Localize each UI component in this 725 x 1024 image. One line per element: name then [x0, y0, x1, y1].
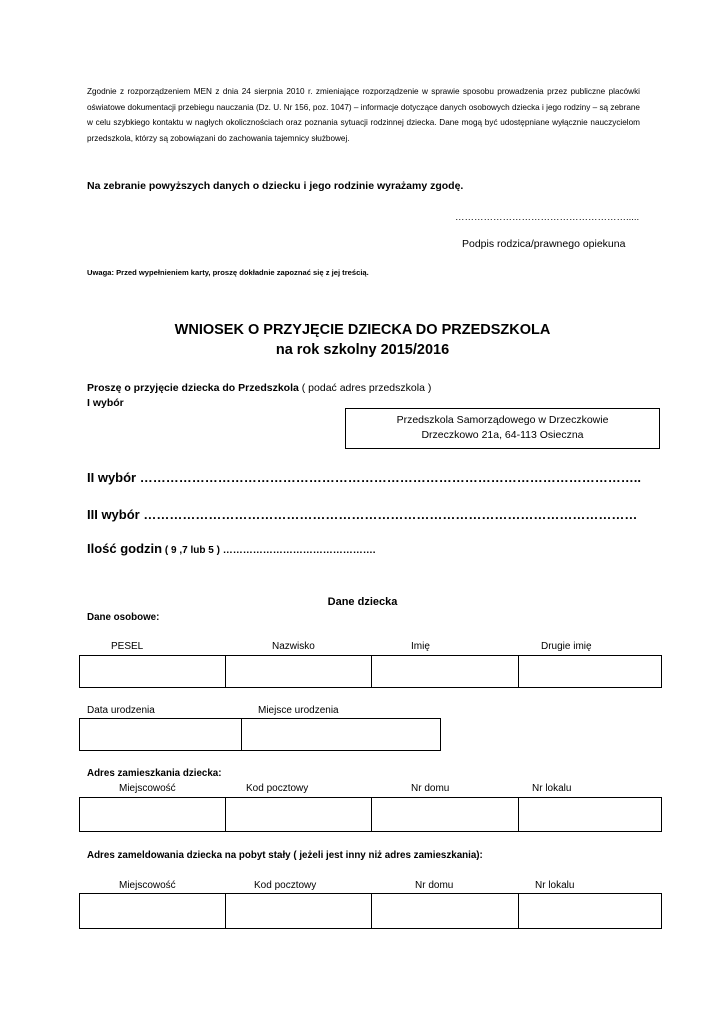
- first-name-input[interactable]: [372, 656, 519, 688]
- intro-paragraph: Zgodnie z rozporządzeniem MEN z dnia 24 sierpnia 2010 r. zmieniające rozporządzenie w sprawie sposobu prowadzenia przez publiczne placówki oświatowe dokumentacji przebiegu nauczania (Dz. U. Nr 156, poz. 1047) – informacje dotyczące danych osobowych dziecka i jego rodziny – są zebrane w celu szybkiego kontaktu w nagłych okolicznościach oraz poznania sytuacji rodzinnej dziecka. Dane mogą być udostępniane wyłącznie nauczycielom przedszkola, którzy są zobowiązani do zachowania tajemnicy służbowej.: [87, 87, 640, 143]
- residence-table: [79, 797, 662, 832]
- title-line-1: WNIOSEK O PRZYJĘCIE DZIECKA DO PRZEDSZKOLA: [174, 322, 551, 338]
- request-hint: ( podać adres przedszkola ): [298, 382, 432, 394]
- col-first-name: Imię: [411, 641, 430, 652]
- residence-house-input[interactable]: [372, 798, 519, 832]
- col-registration-house: Nr domu: [415, 880, 454, 891]
- birth-data-table: [79, 718, 441, 751]
- first-choice-line-2: Drzeczkowo 21a, 64-113 Osieczna: [421, 429, 584, 441]
- second-name-input[interactable]: [519, 656, 662, 688]
- registration-postcode-input[interactable]: [226, 894, 372, 929]
- third-choice-field[interactable]: III wybór ……………………………………………………………………………………………………: [87, 507, 638, 522]
- col-pesel: PESEL: [111, 641, 144, 652]
- consent-statement: Na zebranie powyższych danych o dziecku i jego rodzinie wyrażamy zgodę.: [87, 180, 464, 192]
- residence-postcode-input[interactable]: [226, 798, 372, 832]
- registration-flat-input[interactable]: [519, 894, 662, 929]
- signature-line[interactable]: ……………………………………………….....: [455, 212, 640, 223]
- hours-label: Ilość godzin: [87, 541, 163, 556]
- request-bold: Proszę o przyjęcie dziecka do Przedszkola: [87, 382, 299, 394]
- surname-input[interactable]: [226, 656, 372, 688]
- registration-label: Adres zameldowania dziecka na pobyt stały ( jeżeli jest inny niż adres zamieszkania):: [87, 850, 483, 861]
- col-registration-postcode: Kod pocztowy: [254, 880, 317, 891]
- col-residence-house: Nr domu: [411, 783, 450, 794]
- col-residence-town: Miejscowość: [119, 783, 176, 794]
- title-line-2: na rok szkolny 2015/2016: [275, 342, 450, 358]
- col-birth-date: Data urodzenia: [87, 705, 155, 716]
- col-registration-town: Miejscowość: [119, 880, 176, 891]
- request-line: [87, 382, 431, 394]
- personal-data-label: Dane osobowe:: [87, 612, 160, 623]
- second-choice-field[interactable]: II wybór ……………………………………………………………………………………………………..: [87, 470, 641, 485]
- page-title: [0, 320, 725, 360]
- residence-town-input[interactable]: [80, 798, 226, 832]
- registration-house-input[interactable]: [372, 894, 519, 929]
- hours-hint: ( 9 ,7 lub 5 ) ……………………………………….: [162, 545, 376, 556]
- first-choice-line-1: Przedszkola Samorządowego w Drzeczkowie: [396, 414, 609, 426]
- col-surname: Nazwisko: [272, 641, 315, 652]
- col-registration-flat: Nr lokalu: [535, 880, 575, 891]
- col-second-name: Drugie imię: [541, 641, 592, 652]
- first-choice-box[interactable]: [345, 408, 660, 449]
- birth-place-input[interactable]: [242, 719, 441, 751]
- residence-label: Adres zamieszkania dziecka:: [87, 768, 222, 779]
- registration-table: [79, 893, 662, 929]
- hours-field[interactable]: [87, 541, 375, 556]
- first-choice-label: I wybór: [87, 397, 124, 409]
- signature-label: Podpis rodzica/prawnego opiekuna: [462, 238, 626, 250]
- warning-note: Uwaga: Przed wypełnieniem karty, proszę dokładnie zapoznać się z jej treścią.: [87, 268, 369, 277]
- pesel-input[interactable]: [80, 656, 226, 688]
- col-residence-postcode: Kod pocztowy: [246, 783, 309, 794]
- registration-town-input[interactable]: [80, 894, 226, 929]
- birth-date-input[interactable]: [80, 719, 242, 751]
- personal-data-table: [79, 655, 662, 688]
- section-title: Dane dziecka: [327, 596, 398, 608]
- residence-flat-input[interactable]: [519, 798, 662, 832]
- col-birth-place: Miejsce urodzenia: [258, 705, 339, 716]
- col-residence-flat: Nr lokalu: [532, 783, 572, 794]
